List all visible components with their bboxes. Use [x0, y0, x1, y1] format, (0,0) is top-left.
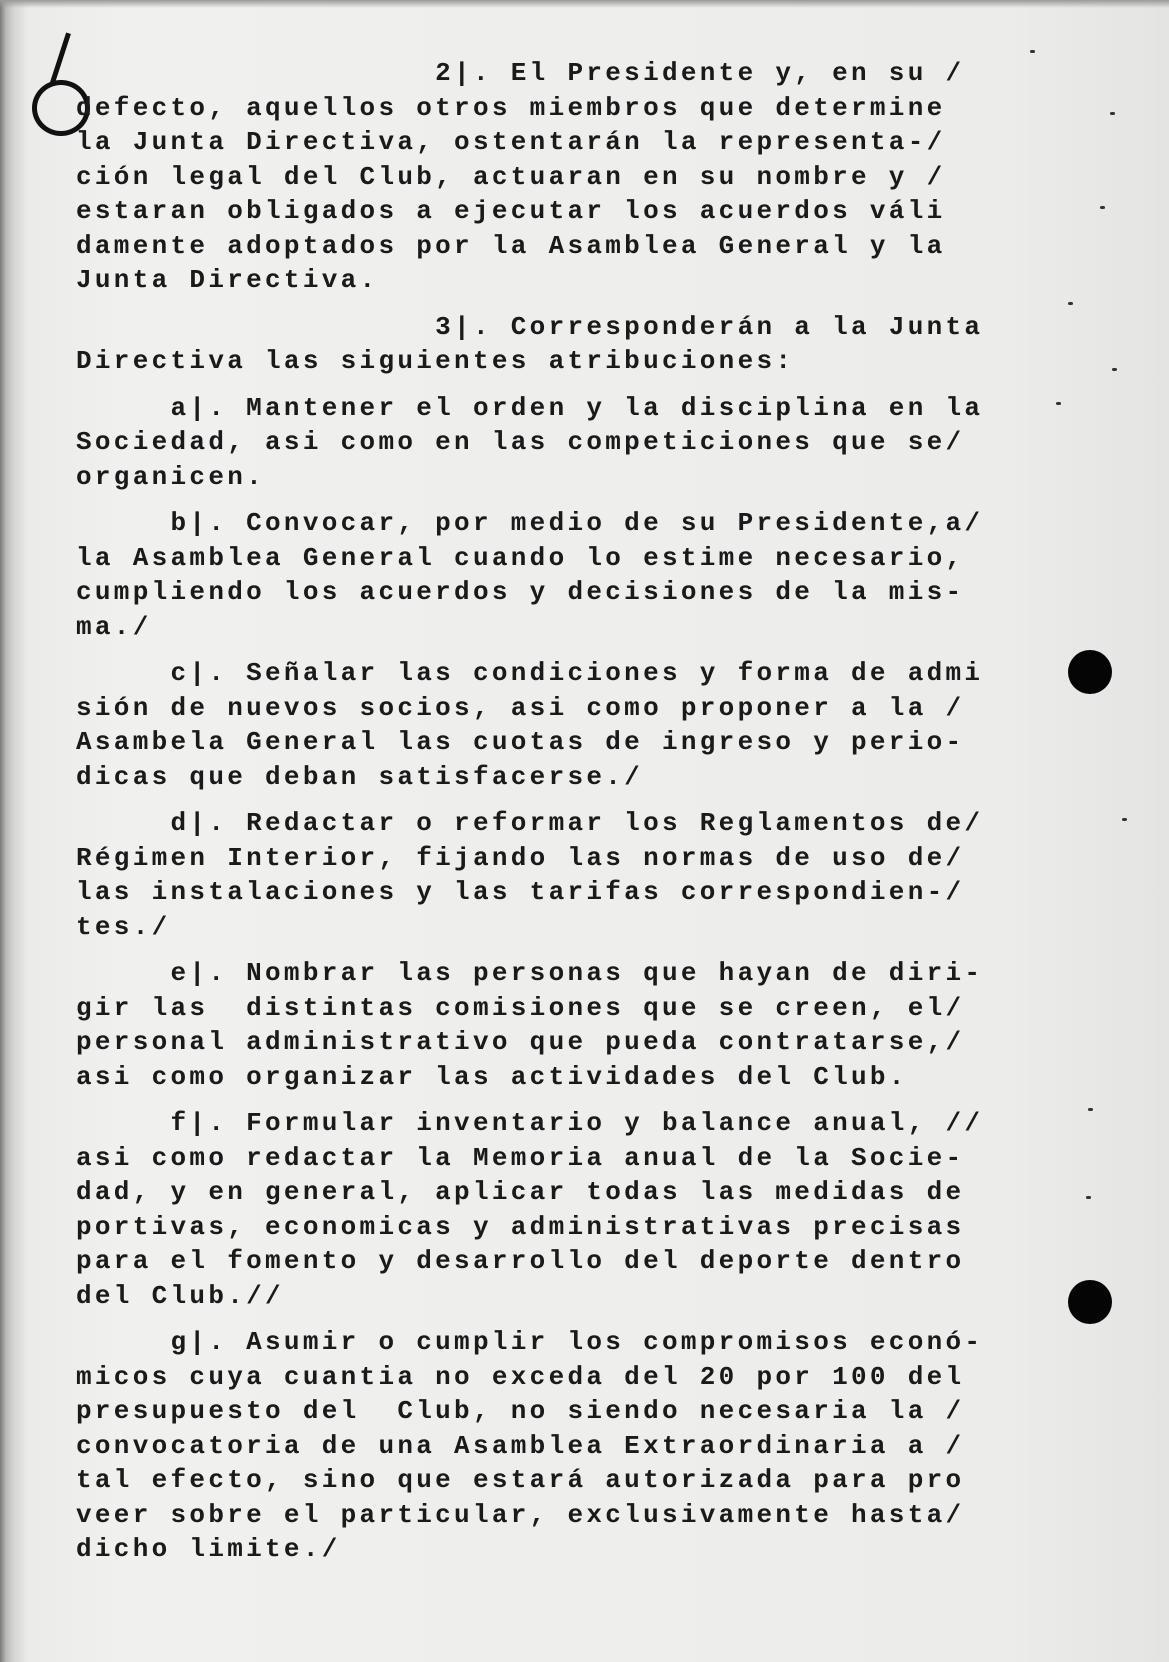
text-line: portivas, economicas y administrativas precisas	[76, 1211, 965, 1242]
page-top-edge	[0, 0, 1169, 8]
text-line: para el fomento y desarrollo del deporte dentro	[76, 1246, 965, 1276]
paragraph-gap	[76, 794, 1036, 806]
text-line: damente adoptados por la Asamblea General y la	[76, 230, 946, 261]
scan-speck	[1086, 1196, 1091, 1199]
text-line: veer sobre el particular, exclusivamente hasta/	[76, 1499, 965, 1530]
paragraph-gap	[76, 1313, 1036, 1325]
text-line: presupuesto del Club, no siendo necesaria la /	[76, 1396, 965, 1426]
text-line: tes./	[76, 911, 171, 942]
text-line: tal efecto, sino que estará autorizada para pro	[76, 1465, 965, 1495]
scan-speck	[1112, 368, 1117, 371]
text-line: del Club.//	[76, 1280, 284, 1311]
text-line: dad, y en general, aplicar todas las medidas de	[76, 1177, 965, 1207]
text-line: la Asamblea General cuando lo estime necesario,	[76, 542, 965, 573]
text-line: la Junta Directiva, ostentarán la representa-/	[76, 127, 946, 157]
text-line: c|. Señalar las condiciones y forma de admi	[76, 658, 984, 688]
text-line: asi como organizar las actividades del Club.	[76, 1061, 908, 1092]
scan-speck	[1122, 818, 1127, 821]
punch-hole	[1068, 1280, 1112, 1324]
text-line: gir las distintas comisiones que se creen, el/	[76, 992, 965, 1023]
text-line: Sociedad, asi como en las competiciones que se/	[76, 427, 965, 457]
text-line: defecto, aquellos otros miembros que determine	[76, 92, 946, 123]
text-line: 3|. Corresponderán a la Junta	[76, 311, 984, 342]
scan-speck	[1068, 302, 1073, 305]
text-line: a|. Mantener el orden y la disciplina en la	[76, 392, 984, 423]
punch-hole	[1068, 650, 1112, 694]
text-line: ma./	[76, 611, 152, 642]
page-left-edge	[0, 0, 26, 1662]
text-line: d|. Redactar o reformar los Reglamentos de/	[76, 808, 984, 838]
text-line: asi como redactar la Memoria anual de la Socie-	[76, 1142, 965, 1173]
scan-speck	[1088, 1108, 1093, 1111]
paragraph-gap	[76, 644, 1036, 656]
scan-speck	[1100, 206, 1105, 209]
text-line: Junta Directiva.	[76, 265, 379, 295]
text-line: estaran obligados a ejecutar los acuerdos váli	[76, 196, 946, 226]
paragraph-gap	[76, 298, 1036, 310]
scan-speck	[1056, 402, 1061, 405]
text-line: sión de nuevos socios, asi como proponer a la /	[76, 692, 965, 723]
handwritten-stroke	[50, 32, 71, 83]
text-line: Directiva las siguientes atribuciones:	[76, 346, 795, 376]
scan-speck	[1030, 50, 1035, 53]
document-body	[76, 56, 1036, 1567]
text-line: cumpliendo los acuerdos y decisiones de la mis-	[76, 577, 965, 607]
paragraph-gap	[76, 379, 1036, 391]
text-line: f|. Formular inventario y balance anual, //	[76, 1108, 984, 1138]
paragraph-gap	[76, 944, 1036, 956]
text-line: organicen.	[76, 461, 266, 492]
text-line: ción legal del Club, actuaran en su nombre y /	[76, 161, 946, 192]
text-line: dicho limite./	[76, 1534, 341, 1564]
text-line: las instalaciones y las tarifas correspondien-/	[76, 877, 965, 907]
text-line: g|. Asumir o cumplir los compromisos econó-	[76, 1327, 984, 1357]
text-line: e|. Nombrar las personas que hayan de diri-	[76, 958, 984, 988]
scan-speck	[1110, 112, 1115, 115]
text-line: Asambela General las cuotas de ingreso y perio-	[76, 727, 965, 757]
text-line: b|. Convocar, por medio de su Presidente,a/	[76, 508, 984, 538]
text-line: 2|. El Presidente y, en su /	[76, 58, 965, 88]
text-line: dicas que deban satisfacerse./	[76, 761, 644, 792]
paragraph-gap	[76, 1094, 1036, 1106]
text-line: micos cuya cuantia no exceda del 20 por 100 del	[76, 1361, 965, 1392]
text-line: Régimen Interior, fijando las normas de uso de/	[76, 842, 965, 873]
text-line: convocatoria de una Asamblea Extraordinaria a /	[76, 1430, 965, 1461]
paragraph-gap	[76, 494, 1036, 506]
text-line: personal administrativo que pueda contratarse,/	[76, 1027, 965, 1057]
